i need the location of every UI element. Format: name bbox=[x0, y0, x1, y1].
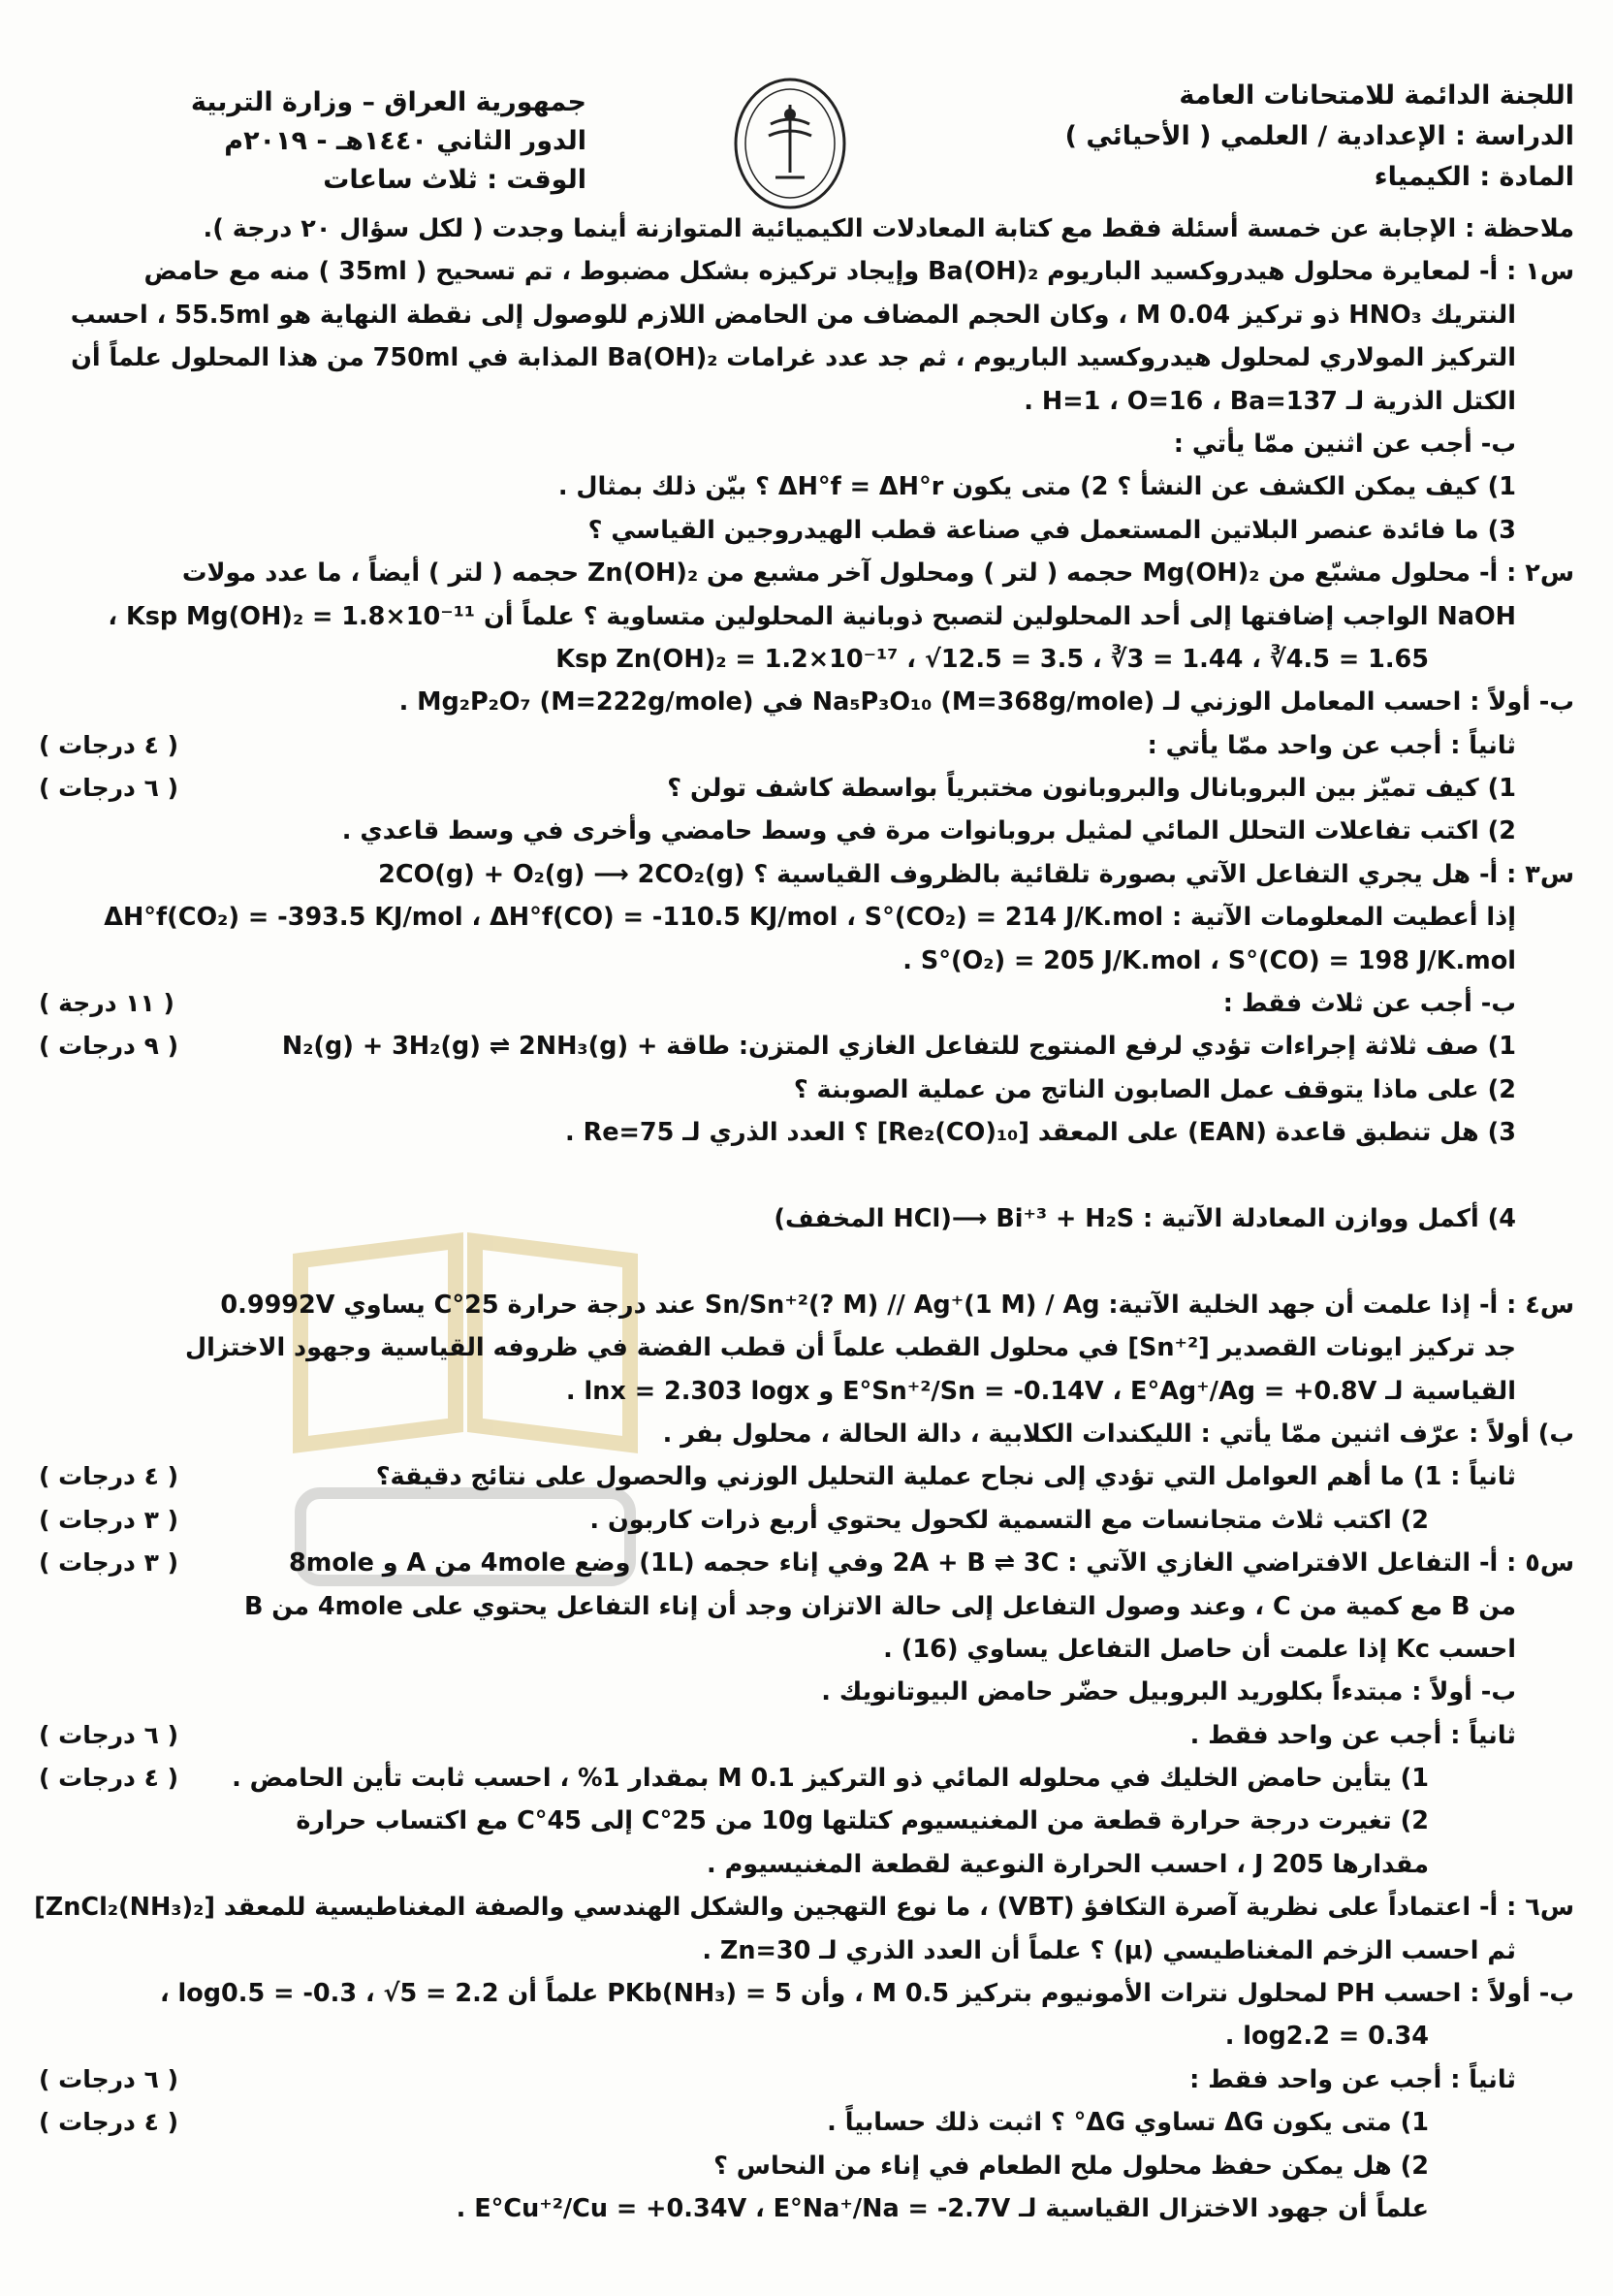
question-text: ب- أجب عن ثلاث فقط : bbox=[1222, 989, 1516, 1019]
question-line bbox=[39, 1800, 1574, 1842]
question-text: S°(O₂) = 205 J/K.mol ، S°(CO) = 198 J/K.mol . bbox=[902, 945, 1516, 975]
question-line bbox=[39, 595, 1574, 638]
question-line bbox=[39, 1111, 1574, 1154]
question-text: Ksp Zn(OH)₂ = 1.2×10⁻¹⁷ ، √12.5 = 3.5 ، ∛3 = 1.44 ، ∛4.5 = 1.65 bbox=[555, 644, 1429, 674]
question-line bbox=[39, 2187, 1574, 2230]
question-line bbox=[39, 1628, 1574, 1671]
question-line bbox=[39, 423, 1574, 465]
question-line bbox=[39, 1240, 1574, 1283]
question-text: 4) أكمل ووازن المعادلة الآتية : Bi⁺³ + H₂S ⟶(HCl المخفف) bbox=[774, 1203, 1516, 1233]
question-text: ثانياً : أجب عن واحد فقط : bbox=[1189, 2064, 1516, 2094]
question-line bbox=[39, 896, 1574, 939]
question-text: الكتل الذرية لـ H=1 ، O=16 ، Ba=137 . bbox=[1024, 386, 1516, 416]
question-text: 2) هل يمكن حفظ محلول ملح الطعام في إناء من النحاس ؟ bbox=[713, 2151, 1429, 2181]
question-line bbox=[39, 250, 1574, 293]
question-text: 1) متى يكون ΔG تساوي ΔG° ؟ اثبت ذلك حسابياً . bbox=[827, 2108, 1429, 2138]
question-line bbox=[39, 638, 1574, 681]
iraq-emblem-icon bbox=[732, 76, 848, 211]
question-text: إذا أعطيت المعلومات الآتية : ΔH°f(CO₂) = -393.5 KJ/mol ، ΔH°f(CO) = -110.5 KJ/mol ، S°(CO₂) = 214 J/K.mol bbox=[104, 903, 1516, 933]
marks-label: ( ٣ درجات ) bbox=[39, 1548, 178, 1578]
question-text: log2.2 = 0.34 . bbox=[1224, 2022, 1429, 2052]
question-text: NaOH الواجب إضافتها إلى أحد المحلولين لتصبح ذوبانية المحلولين متساوية ؟ علماً أن Ksp Mg(OH)₂ = 1.8×10⁻¹¹ ، bbox=[108, 601, 1516, 631]
question-line bbox=[39, 1370, 1574, 1413]
question-line bbox=[39, 1068, 1574, 1111]
question-text: س٤ : أ- إذا علمت أن جهد الخلية الآتية: Sn/Sn⁺²(? M) // Ag⁺(1 M) / Ag عند درجة حرارة 25°C يساوي 0.9992V bbox=[220, 1290, 1574, 1320]
question-line bbox=[39, 1542, 1574, 1584]
header-right bbox=[973, 76, 1574, 198]
question-line bbox=[39, 1197, 1574, 1240]
question-line bbox=[39, 207, 1574, 250]
question-text: القياسية لـ E°Sn⁺²/Sn = -0.14V ، E°Ag⁺/Ag = +0.8V و lnx = 2.303 logx . bbox=[565, 1376, 1516, 1406]
marks-label: ( ١١ درجة ) bbox=[39, 989, 174, 1018]
ministry-name: جمهورية العراق – وزارة التربية bbox=[190, 87, 586, 117]
question-text: ثانياً : أجب عن واحد فقط . bbox=[1189, 1720, 1516, 1750]
question-text: احسب Kc إذا علمت أن حاصل التفاعل يساوي (16) . bbox=[883, 1634, 1516, 1664]
question-text: ب- أولاً : احسب المعامل الوزني لـ Na₅P₃O₁₀ (M=368g/mole) في Mg₂P₂O₇ (M=222g/mole) . bbox=[398, 687, 1574, 718]
question-text: س٦ : أ- اعتماداً على نظرية آصرة التكافؤ (VBT) ، ما نوع التهجين والشكل الهندسي والصفة المغناطيسية للمعقد [ZnCl₂(NH₃)₂] bbox=[34, 1893, 1574, 1923]
question-line bbox=[39, 1025, 1574, 1068]
exam-questions bbox=[34, 207, 1574, 2230]
question-line bbox=[39, 2145, 1574, 2187]
question-text: س٣ : أ- هل يجري التفاعل الآتي بصورة تلقائية بالظروف القياسية ؟ 2CO(g) + O₂(g) ⟶ 2CO₂(g) bbox=[378, 859, 1574, 889]
marks-label: ( ٦ درجات ) bbox=[39, 774, 178, 803]
question-text: س١ : أ- لمعايرة محلول هيدروكسيد الباريوم Ba(OH)₂ وإيجاد تركيزه بشكل مضبوط ، تم تسحيح ( 35ml ) منه مع حامض bbox=[143, 257, 1574, 287]
committee-name: اللجنة الدائمة للامتحانات العامة bbox=[1179, 80, 1574, 111]
question-text: ثانياً : أجب عن واحد ممّا يأتي : bbox=[1147, 730, 1516, 760]
question-line bbox=[39, 1284, 1574, 1326]
question-text: مقدارها 205 J ، احسب الحرارة النوعية لقطعة المغنيسيوم . bbox=[707, 1849, 1429, 1879]
question-text: 2) على ماذا يتوقف عمل الصابون الناتج من عملية الصوبنة ؟ bbox=[793, 1074, 1516, 1104]
question-line bbox=[39, 465, 1574, 508]
question-line bbox=[39, 294, 1574, 336]
question-text: ب) أولاً : عرّف اثنين ممّا يأتي : الليكندات الكلابية ، دالة الحالة ، محلول بفر . bbox=[662, 1419, 1574, 1449]
question-text: 1) يتأين حامض الخليك في محلوله المائي ذو التركيز 0.1 M بمقدار 1% ، احسب ثابت تأين الحامض . bbox=[232, 1764, 1429, 1794]
marks-label: ( ٦ درجات ) bbox=[39, 1720, 178, 1749]
subject-name: المادة : الكيمياء bbox=[1374, 162, 1574, 192]
question-line bbox=[39, 1757, 1574, 1800]
question-text: 1) صف ثلاثة إجراءات تؤدي لرفع المنتوج للتفاعل الغازي المتزن: طاقة + N₂(g) + 3H₂(g) ⇌ 2NH₃(g) bbox=[281, 1032, 1516, 1062]
question-text: من B مع كمية من C ، وعند وصول التفاعل إلى حالة الاتزان وجد أن إناء التفاعل يحتوي على 4mole من B bbox=[243, 1591, 1516, 1621]
question-line bbox=[34, 1886, 1574, 1929]
question-line bbox=[39, 509, 1574, 552]
question-text: النتريك HNO₃ ذو تركيز 0.04 M ، وكان الحجم المضاف من الحامض اللازم للوصول إلى نقطة النهاية هو 55.5ml ، احسب bbox=[70, 300, 1516, 330]
marks-label: ( ٤ درجات ) bbox=[39, 730, 178, 759]
question-text: 3) ما فائدة عنصر البلاتين المستعمل في صناعة قطب الهيدروجين القياسي ؟ bbox=[587, 515, 1516, 545]
question-line bbox=[39, 1972, 1574, 2015]
question-text: ب- أولاً : احسب PH لمحلول نترات الأمونيوم بتركيز 0.5 M ، وأن PKb(NH₃) = 5 علماً أن log0.5 = -0.3 ، √5 = 2.2 ، bbox=[159, 1979, 1574, 2009]
question-text: س٥ : أ- التفاعل الافتراضي الغازي الآتي : 2A + B ⇌ 3C وفي إناء حجمه (1L) وضع 4mole من A و 8mole bbox=[289, 1548, 1574, 1578]
marks-label: ( ٤ درجات ) bbox=[39, 1462, 178, 1491]
question-line bbox=[39, 552, 1574, 594]
question-text: جد تركيز ايونات القصدير [Sn⁺²] في محلول القطب علماً أن قطب الفضة في ظروفه القياسية وجهود الاختزال bbox=[184, 1333, 1516, 1363]
question-line bbox=[39, 1326, 1574, 1369]
question-text: 1) كيف تميّز بين البروبانال والبروبانون مختبرياً بواسطة كاشف تولن ؟ bbox=[667, 774, 1516, 804]
question-text: س٢ : أ- محلول مشبّع من Mg(OH)₂ حجمه ( لتر ) ومحلول آخر مشبع من Zn(OH)₂ حجمه ( لتر ) أيضاً ، ما عدد مولات bbox=[181, 558, 1574, 589]
question-line bbox=[39, 810, 1574, 852]
marks-label: ( ٩ درجات ) bbox=[39, 1032, 178, 1061]
question-line bbox=[39, 1155, 1574, 1197]
header-left bbox=[82, 83, 586, 200]
marks-label: ( ٤ درجات ) bbox=[39, 1764, 178, 1793]
question-line bbox=[39, 1585, 1574, 1628]
question-text: ملاحظة : الإجابة عن خمسة أسئلة فقط مع كتابة المعادلات الكيميائية المتوازنة أينما وجدت ( لكل سؤال ٢٠ درجة ). bbox=[203, 214, 1574, 243]
question-line bbox=[39, 336, 1574, 379]
question-text: التركيز المولاري لمحلول هيدروكسيد الباريوم ، ثم جد عدد غرامات Ba(OH)₂ المذابة في 750ml من هذا المحلول علماً أن bbox=[71, 343, 1516, 373]
marks-label: ( ٦ درجات ) bbox=[39, 2064, 178, 2093]
question-text: ب- أولاً : مبتدءاً بكلوريد البروبيل حضّر حامض البيوتانويك . bbox=[821, 1677, 1516, 1707]
question-text: علماً أن جهود الاختزال القياسية لـ E°Cu⁺²/Cu = +0.34V ، E°Na⁺/Na = -2.7V . bbox=[456, 2193, 1429, 2223]
question-text: ب- أجب عن اثنين ممّا يأتي : bbox=[1173, 429, 1516, 459]
question-text: ثم احسب الزخم المغناطيسي (μ) ؟ علماً أن العدد الذري لـ Zn=30 . bbox=[702, 1935, 1516, 1965]
question-text: 3) هل تنطبق قاعدة (EAN) على المعقد [Re₂(CO)₁₀] ؟ العدد الذري لـ Re=75 . bbox=[565, 1118, 1516, 1148]
question-text: 1) كيف يمكن الكشف عن النشأ ؟ 2) متى يكون ΔH°f = ΔH°r ؟ بيّن ذلك بمثال . bbox=[557, 472, 1516, 502]
question-line bbox=[39, 1929, 1574, 1972]
question-line bbox=[39, 853, 1574, 896]
question-text: 2) اكتب تفاعلات التحلل المائي لمثيل بروبانوات مرة في وسط حامضي وأخرى في وسط قاعدي . bbox=[341, 816, 1516, 846]
marks-label: ( ٤ درجات ) bbox=[39, 2108, 178, 2137]
exam-round: الدور الثاني ١٤٤٠هـ - ٢٠١٩م bbox=[224, 126, 586, 156]
question-line bbox=[39, 767, 1574, 810]
study-branch: الدراسة : الإعدادية / العلمي ( الأحيائي ) bbox=[1064, 121, 1574, 151]
exam-time: الوقت : ثلاث ساعات bbox=[323, 165, 586, 195]
question-text: 2) تغيرت درجة حرارة قطعة من المغنيسيوم كتلتها 10g من 25°C إلى 45°C مع اكتساب حرارة bbox=[296, 1806, 1429, 1836]
question-line bbox=[39, 380, 1574, 423]
question-line bbox=[39, 1843, 1574, 1886]
question-text: 2) اكتب ثلاث متجانسات مع التسمية لكحول يحتوي أربع ذرات كاربون . bbox=[589, 1505, 1429, 1535]
marks-label: ( ٣ درجات ) bbox=[39, 1505, 178, 1534]
question-line bbox=[39, 2101, 1574, 2144]
question-text: ثانياً : 1) ما أهم العوامل التي تؤدي إلى نجاح عملية التحليل الوزني والحصول على نتائج دقيقة؟ bbox=[375, 1462, 1516, 1492]
